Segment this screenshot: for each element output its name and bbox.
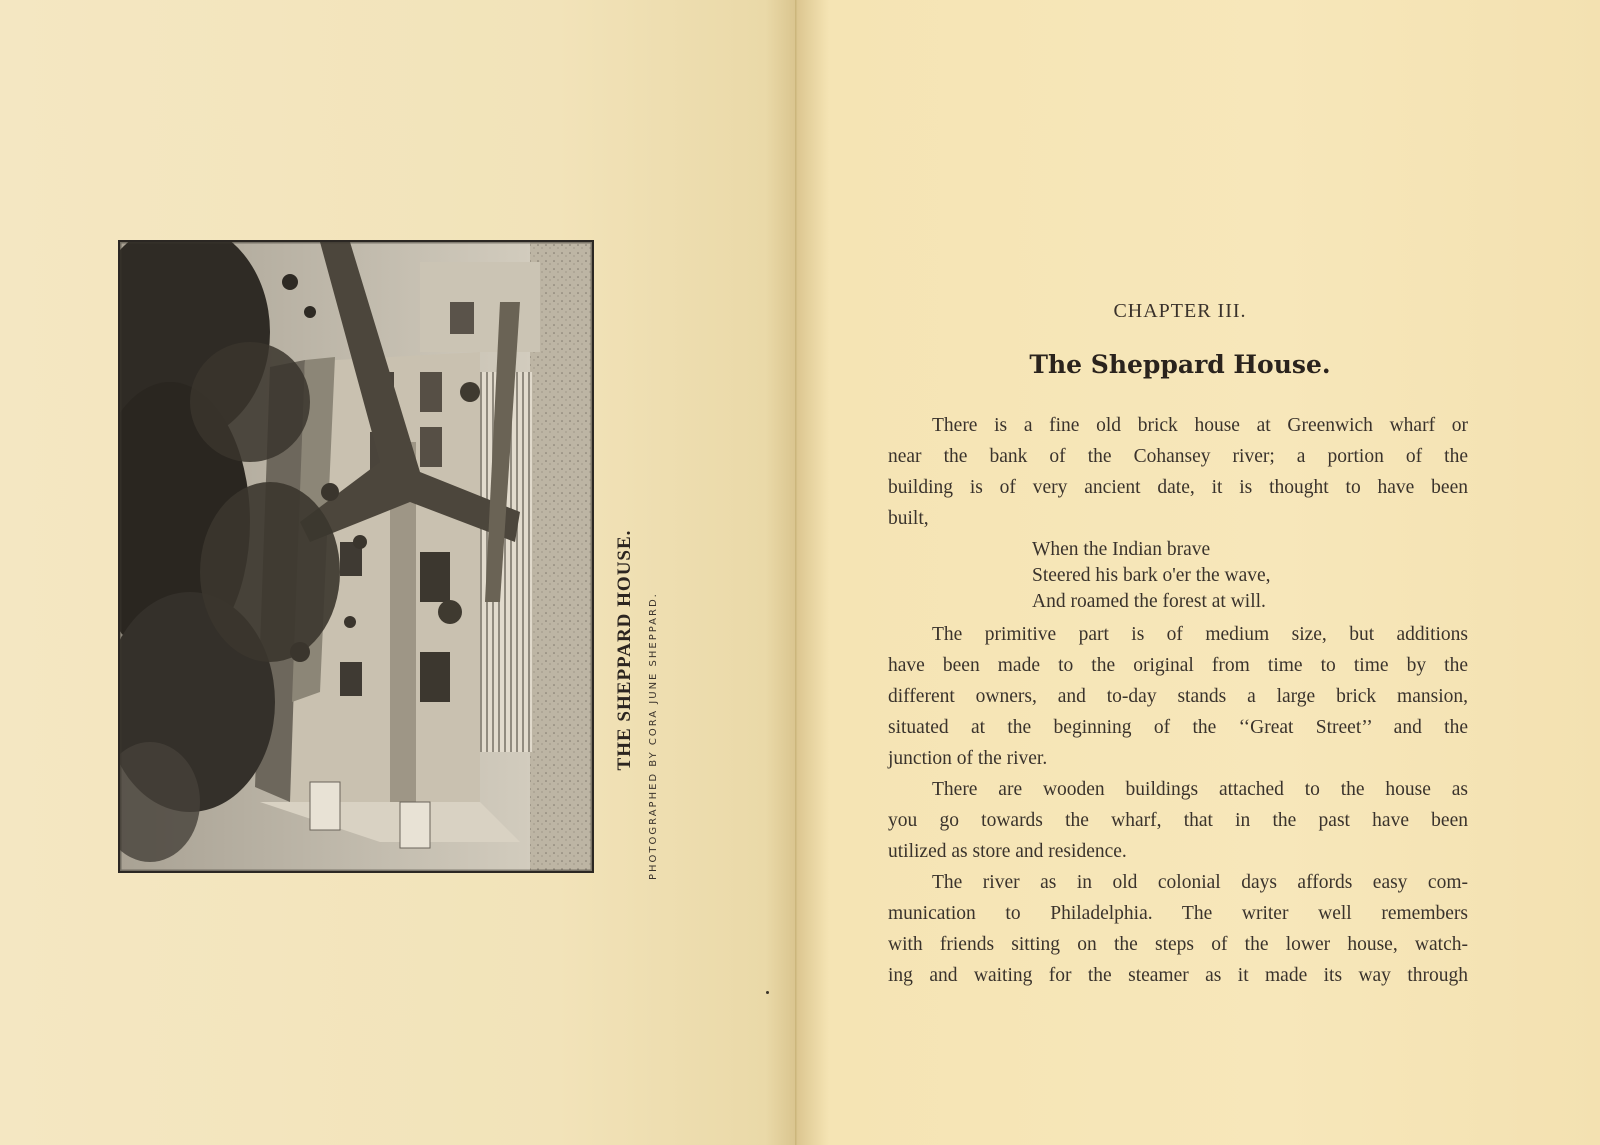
text-line: There is a fine old brick house at Greenwich wharf or bbox=[932, 415, 1468, 436]
verse-line: When the Indian brave bbox=[1032, 539, 1211, 560]
plate-credit: PHOTOGRAPHED BY CORA JUNE SHEPPARD. bbox=[648, 592, 659, 880]
chapter-title: The Sheppard House. bbox=[1029, 350, 1331, 379]
text-line: different owners, and to-day stands a large brick mansion, bbox=[888, 686, 1468, 707]
paragraph-2 bbox=[888, 619, 1468, 774]
text-line: The river as in old colonial days affords easy com- bbox=[932, 872, 1468, 893]
paragraph-1 bbox=[888, 410, 1468, 534]
verse-line: Steered his bark o'er the wave, bbox=[1032, 565, 1271, 586]
verse bbox=[1032, 537, 1468, 615]
plate-caption bbox=[612, 420, 672, 880]
text-line: ing and waiting for the steamer as it made its way through bbox=[888, 965, 1468, 986]
plate-title: THE SHEPPARD HOUSE. bbox=[614, 529, 635, 771]
text-line: with friends sitting on the steps of the lower house, watch- bbox=[888, 934, 1468, 955]
verse-line: And roamed the forest at will. bbox=[1032, 591, 1266, 612]
photograph-plate bbox=[118, 240, 594, 873]
text-line: situated at the beginning of the ‘‘Great Street’’ and the bbox=[888, 717, 1468, 738]
print-speck bbox=[766, 991, 769, 994]
chapter-body bbox=[888, 410, 1468, 991]
text-line: built, bbox=[888, 508, 929, 529]
text-line: The primitive part is of medium size, but additions bbox=[932, 624, 1468, 645]
text-line: have been made to the original from time to time by the bbox=[888, 655, 1468, 676]
text-line: near the bank of the Cohansey river; a portion of the bbox=[888, 446, 1468, 467]
text-line: junction of the river. bbox=[888, 748, 1048, 769]
chapter-heading: CHAPTER III. bbox=[1113, 300, 1247, 322]
text-line: you go towards the wharf, that in the past have been bbox=[888, 810, 1468, 831]
text-line: building is of very ancient date, it is thought to have been bbox=[888, 477, 1468, 498]
text-line: There are wooden buildings attached to the house as bbox=[932, 779, 1468, 800]
paragraph-3 bbox=[888, 774, 1468, 867]
text-line: utilized as store and residence. bbox=[888, 841, 1127, 862]
house-photograph bbox=[120, 242, 592, 871]
text-line: munication to Philadelphia. The writer well remembers bbox=[888, 903, 1468, 924]
paragraph-4 bbox=[888, 867, 1468, 991]
